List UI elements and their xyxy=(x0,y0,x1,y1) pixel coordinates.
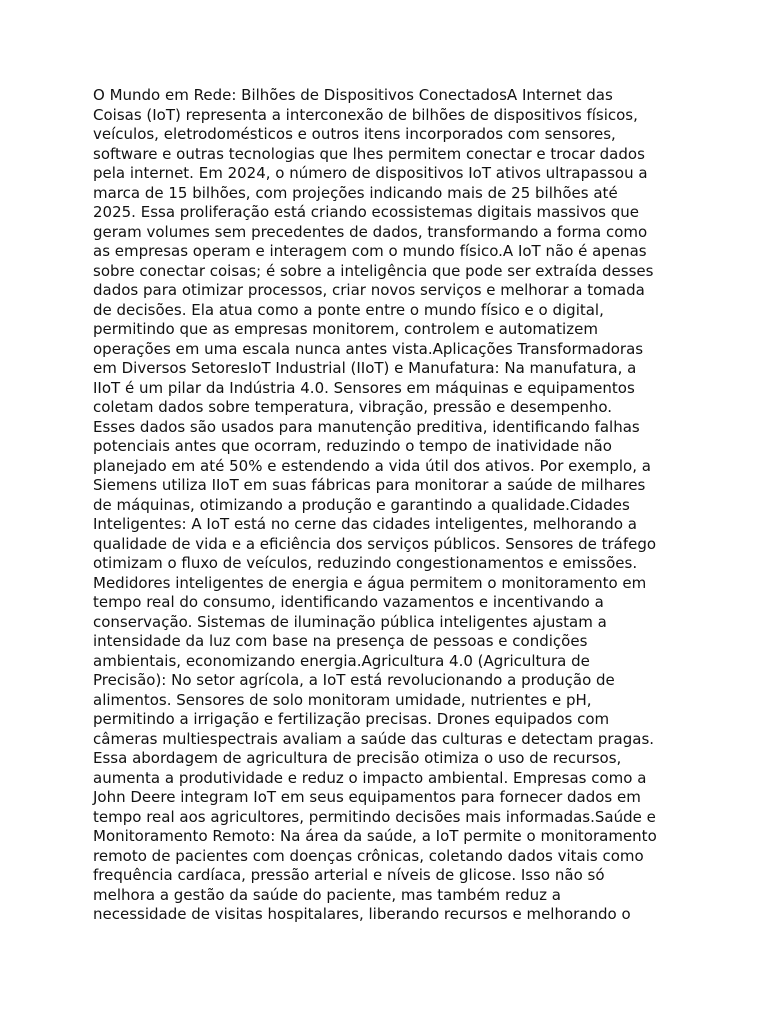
text-line: pela internet. Em 2024, o número de dispositivos IoT ativos ultrapassou a xyxy=(93,164,648,182)
text-line: coletam dados sobre temperatura, vibração, pressão e desempenho. xyxy=(93,398,613,416)
text-line: tempo real aos agricultores, permitindo decisões mais informadas.Saúde e xyxy=(93,807,656,826)
text-line: em Diversos SetoresIoT Industrial (IIoT) e Manufatura: Na manufatura, a xyxy=(93,359,637,377)
text-line: Medidores inteligentes de energia e água permitem o monitoramento em xyxy=(93,573,647,592)
text-line: intensidade da luz com base na presença de pessoas e condições xyxy=(93,632,588,650)
text-line: conservação. Sistemas de iluminação pública inteligentes ajustam a xyxy=(93,612,607,631)
text-line: Monitoramento Remoto: Na área da saúde, a IoT permite o monitoramento xyxy=(93,827,657,845)
text-line: aumenta a produtividade e reduz o impacto ambiental. Empresas como a xyxy=(93,768,647,787)
text-line: remoto de pacientes com doenças crônicas, coletando dados vitais como xyxy=(93,846,644,865)
text-line: frequência cardíaca, pressão arterial e níveis de glicose. Isso não só xyxy=(93,866,605,884)
text-line: permitindo a irrigação e fertilização precisas. Drones equipados com xyxy=(93,710,610,728)
text-line: Coisas (IoT) representa a interconexão de bilhões de dispositivos físicos, xyxy=(93,105,638,124)
text-line: Inteligentes: A IoT está no cerne das cidades inteligentes, melhorando a xyxy=(93,515,637,533)
text-line: veículos, eletrodomésticos e outros itens incorporados com sensores, xyxy=(93,125,616,143)
text-line: otimizam o fluxo de veículos, reduzindo congestionamentos e emissões. xyxy=(93,554,638,572)
text-line: O Mundo em Rede: Bilhões de Dispositivos ConectadosA Internet das xyxy=(93,86,613,104)
text-line: câmeras multiespectrais avaliam a saúde das culturas e detectam pragas. xyxy=(93,729,655,748)
text-line: tempo real do consumo, identificando vazamentos e incentivando a xyxy=(93,593,604,611)
text-line: potenciais antes que ocorram, reduzindo o tempo de inatividade não xyxy=(93,437,612,455)
text-line: 2025. Essa proliferação está criando ecossistemas digitais massivos que xyxy=(93,203,639,221)
text-line: alimentos. Sensores de solo monitoram umidade, nutrientes e pH, xyxy=(93,690,592,709)
text-line: qualidade de vida e a eficiência dos serviços públicos. Sensores de tráfego xyxy=(93,534,657,553)
text-line: ambientais, economizando energia.Agricultura 4.0 (Agricultura de xyxy=(93,651,590,670)
text-line: geram volumes sem precedentes de dados, transformando a forma como xyxy=(93,222,648,241)
document-body xyxy=(93,86,677,925)
text-line: de máquinas, otimizando a produção e garantindo a qualidade.Cidades xyxy=(93,495,630,514)
text-line: Siemens utiliza IIoT em suas fábricas para monitorar a saúde de milhares xyxy=(93,476,646,494)
text-line: operações em uma escala nunca antes vista.Aplicações Transformadoras xyxy=(93,339,644,358)
text-line: sobre conectar coisas; é sobre a inteligência que pode ser extraída desses xyxy=(93,261,654,280)
text-line: John Deere integram IoT em seus equipamentos para fornecer dados em xyxy=(93,788,641,806)
text-line: permitindo que as empresas monitorem, controlem e automatizem xyxy=(93,320,598,338)
text-line: IIoT é um pilar da Indústria 4.0. Sensores em máquinas e equipamentos xyxy=(93,378,635,397)
text-line: as empresas operam e interagem com o mundo físico.A IoT não é apenas xyxy=(93,242,647,260)
text-line: Essa abordagem de agricultura de precisão otimiza o uso de recursos, xyxy=(93,749,622,767)
text-line: dados para otimizar processos, criar novos serviços e melhorar a tomada xyxy=(93,281,645,299)
text-line: melhora a gestão da saúde do paciente, mas também reduz a xyxy=(93,885,561,904)
text-line: planejado em até 50% e estendendo a vida útil dos ativos. Por exemplo, a xyxy=(93,456,651,475)
text-line: software e outras tecnologias que lhes permitem conectar e trocar dados xyxy=(93,144,645,163)
text-line: necessidade de visitas hospitalares, liberando recursos e melhorando o xyxy=(93,905,631,923)
text-line: marca de 15 bilhões, com projeções indicando mais de 25 bilhões até xyxy=(93,183,618,202)
text-line: Precisão): No setor agrícola, a IoT está revolucionando a produção de xyxy=(93,671,615,689)
text-line: de decisões. Ela atua como a ponte entre o mundo físico e o digital, xyxy=(93,300,604,319)
text-line: Esses dados são usados para manutenção preditiva, identificando falhas xyxy=(93,417,640,436)
